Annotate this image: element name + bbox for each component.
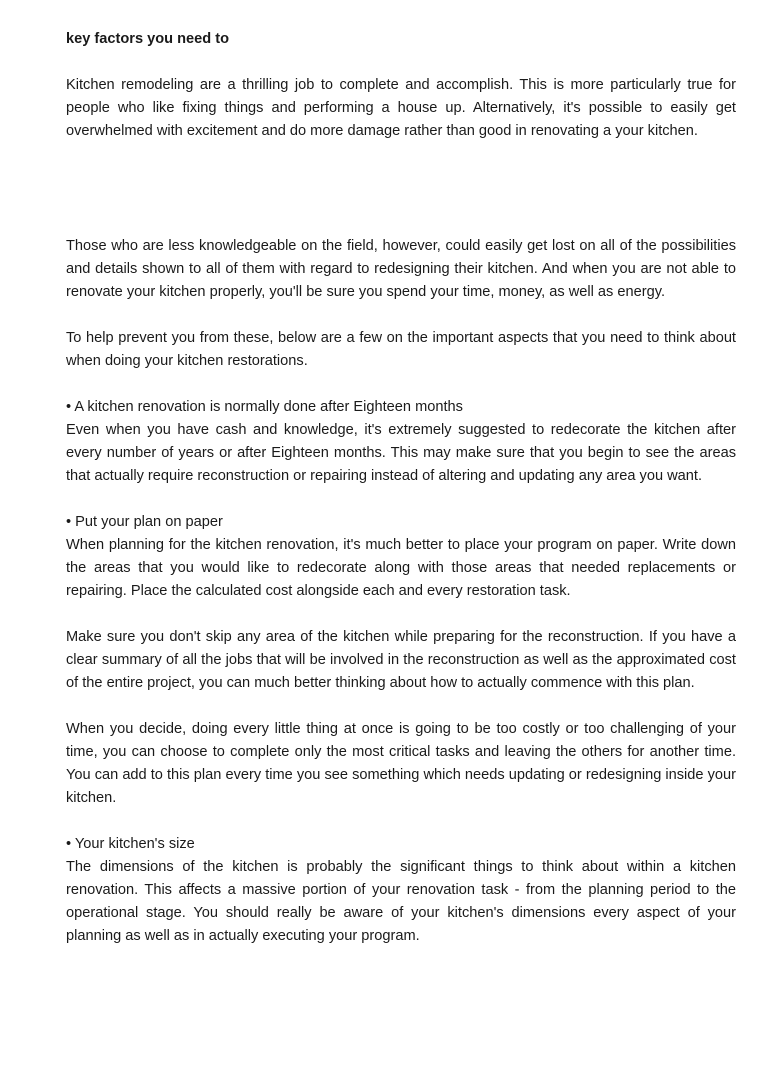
section-eighteen-months	[66, 396, 736, 488]
section-kitchen-size	[66, 833, 736, 948]
paragraph-dont-skip: Make sure you don't skip any area of the kitchen while preparing for the reconstruction. If you have a clear summary of all the jobs that will be involved in the reconstruction as well as the approximated cost of the entire project, you can much better thinking about how to actually commence with this plan.	[66, 629, 736, 691]
document-page	[66, 28, 736, 971]
section-body: Even when you have cash and knowledge, it's extremely suggested to redecorate the kitchen after every number of years or after Eighteen months. This may make sure that you begin to see the areas that actually require reconstruction or repairing instead of altering and updating any area you want.	[66, 422, 736, 484]
paragraph-prevent: To help prevent you from these, below are a few on the important aspects that you need to think about when doing your kitchen restorations.	[66, 330, 736, 369]
section-plan-on-paper	[66, 511, 736, 603]
section-heading: • Put your plan on paper	[66, 514, 223, 530]
section-body: When planning for the kitchen renovation, it's much better to place your program on paper. Write down the areas that you would like to redecorate along with those areas that needed replacements or repairing. Place the calculated cost alongside each and every restoration task.	[66, 537, 736, 599]
section-body: The dimensions of the kitchen is probably the significant things to think about within a kitchen renovation. This affects a massive portion of your renovation task - from the planning period to the operational stage. You should really be aware of your kitchen's dimensions every aspect of your planning as well as in actually executing your program.	[66, 859, 736, 944]
section-heading: • Your kitchen's size	[66, 836, 195, 852]
document-title: key factors you need to	[66, 31, 230, 47]
section-heading: • A kitchen renovation is normally done after Eighteen months	[66, 399, 463, 415]
paragraph-knowledge: Those who are less knowledgeable on the field, however, could easily get lost on all of the possibilities and details shown to all of them with regard to redesigning their kitchen. And when you are not able to renovate your kitchen properly, you'll be sure you spend your time, money, as well as energy.	[66, 238, 736, 300]
spacer	[66, 166, 736, 235]
paragraph-when-you-decide: When you decide, doing every little thing at once is going to be too costly or too challenging of your time, you can choose to complete only the most critical tasks and leaving the others for another time. You can add to this plan every time you see something which needs updating or redesigning inside your kitchen.	[66, 721, 736, 806]
intro-paragraph: Kitchen remodeling are a thrilling job to complete and accomplish. This is more particularly true for people who like fixing things and performing a house up. Alternatively, it's possible to easily get overwhelmed with excitement and do more damage rather than good in renovating a your kitchen.	[66, 77, 736, 139]
